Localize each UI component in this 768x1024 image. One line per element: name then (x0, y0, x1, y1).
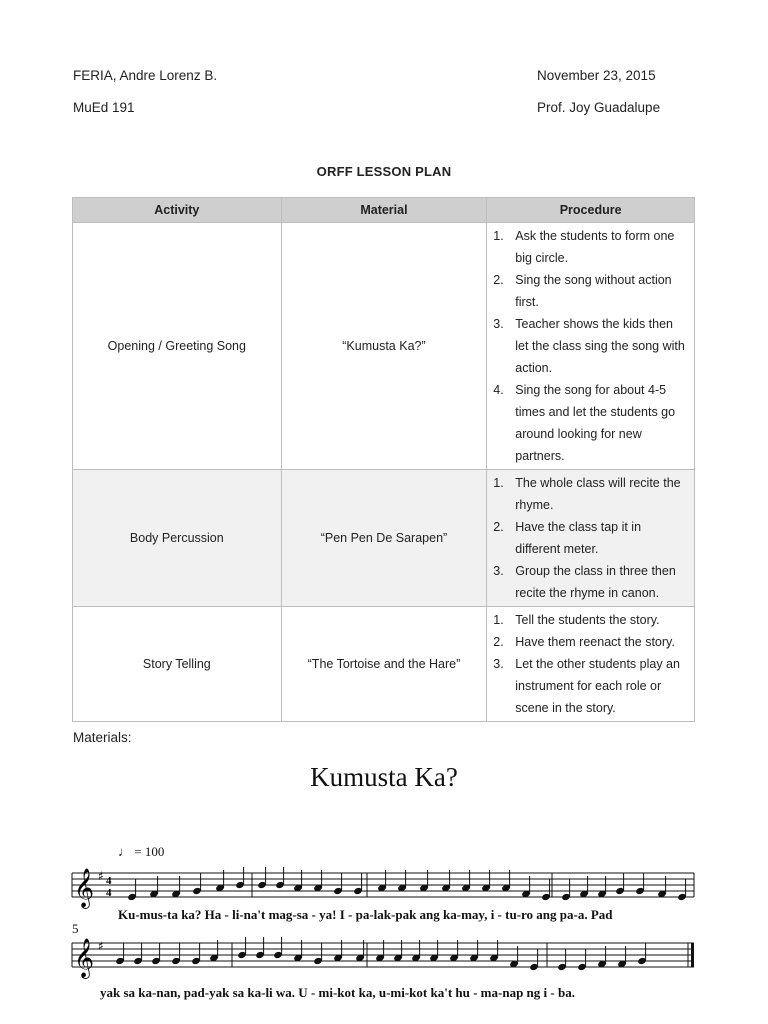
time-signature-top: 4 (106, 875, 112, 887)
table-row (73, 470, 695, 607)
material-cell: “Pen Pen De Sarapen” (281, 470, 487, 607)
procedure-step: 1. Ask the students to form one big circle. (493, 229, 675, 265)
procedure-step: 3. Group the class in three then recite the rhyme in canon. (493, 564, 676, 600)
page-title: ORFF LESSON PLAN (316, 164, 452, 179)
notes-line-2 (115, 937, 647, 971)
lyrics-line-1: Ku-mus-ta ka? Ha - li-na't mag-sa - ya! I - pa-lak-pak ang ka-may, i - tu-ro ang pa-a. Pad (118, 907, 613, 922)
header-procedure: Procedure (487, 198, 695, 223)
table-row (73, 223, 695, 470)
procedure-cell (487, 470, 695, 607)
materials-label: Materials: (73, 730, 132, 745)
procedure-step: 1. The whole class will recite the rhyme. (493, 476, 681, 512)
procedure-list (491, 472, 688, 604)
sharp-icon: ♯ (98, 939, 104, 953)
lesson-plan-table (72, 197, 695, 722)
tempo-marking: ♩ = 100 (118, 844, 165, 859)
procedure-step: 3. Let the other students play an instrument for each role or scene in the story. (493, 657, 680, 715)
procedure-step: 1. Tell the students the story. (493, 613, 660, 627)
table-header-row (73, 198, 695, 223)
sheet-music (62, 835, 702, 1015)
header-activity: Activity (73, 198, 282, 223)
activity-cell: Body Percussion (73, 470, 282, 607)
time-signature-bottom: 4 (106, 887, 112, 899)
material-cell: “The Tortoise and the Hare” (281, 607, 487, 722)
procedure-list (491, 609, 688, 719)
treble-clef-icon: 𝄞 (74, 868, 95, 908)
measure-number: 5 (72, 921, 79, 936)
procedure-step: 2. Sing the song without action first. (493, 273, 672, 309)
procedure-step: 2. Have them reenact the story. (493, 635, 675, 649)
document-date: November 23, 2015 (537, 68, 656, 83)
song-title: Kumusta Ka? (310, 762, 458, 792)
header-material: Material (281, 198, 487, 223)
table-row (73, 607, 695, 722)
notes-line-1 (127, 867, 687, 901)
activity-cell: Opening / Greeting Song (73, 223, 282, 470)
procedure-list (491, 225, 688, 467)
procedure-cell (487, 607, 695, 722)
course-code: MuEd 191 (73, 100, 135, 115)
treble-clef-icon: 𝄞 (74, 938, 95, 978)
student-name: FERIA, Andre Lorenz B. (73, 68, 218, 83)
procedure-step: 4. Sing the song for about 4-5 times and let the students go around looking for new partners. (493, 383, 676, 463)
activity-cell: Story Telling (73, 607, 282, 722)
sharp-icon: ♯ (98, 869, 104, 883)
procedure-step: 3. Teacher shows the kids then let the class sing the song with action. (493, 317, 685, 375)
final-barline (691, 943, 694, 967)
professor-name: Prof. Joy Guadalupe (537, 100, 661, 115)
lyrics-line-2: yak sa ka-nan, pad-yak sa ka-li wa. U - mi-kot ka, u-mi-kot ka't hu - ma-nap ng i - ba. (100, 985, 575, 1000)
material-cell: “Kumusta Ka?” (281, 223, 487, 470)
procedure-step: 2. Have the class tap it in different meter. (493, 520, 642, 556)
procedure-cell (487, 223, 695, 470)
